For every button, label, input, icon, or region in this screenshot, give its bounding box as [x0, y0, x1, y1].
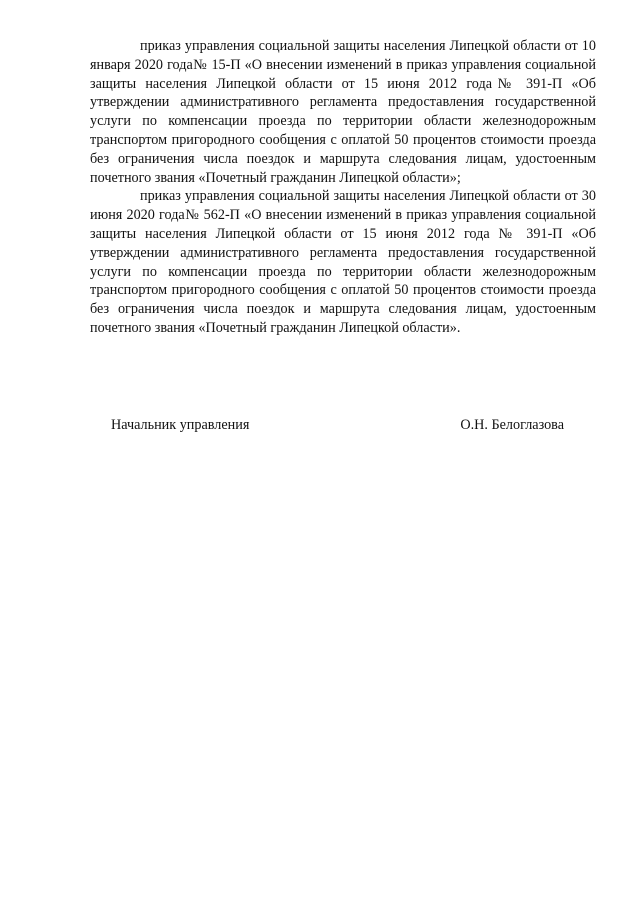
- signatory-title: Начальник управления: [111, 417, 250, 433]
- signatory-name: О.Н. Белоглазова: [460, 417, 564, 433]
- document-body: [90, 37, 596, 338]
- paragraph-order-562p: приказ управления социальной защиты населения Липецкой области от 30 июня 2020 года№ 562-П «О внесении изменений в приказ управления социальной защиты населения Липецкой области от 15 июня 2012 года № 391-П «Об утверждении административного регламента предоставления государственной услуги по компенсации проезда по территории области железнодорожным транспортом пригородного сообщения с оплатой 50 процентов стоимости проезда без ограничения числа поездок и маршрута следования лицам, удостоенным почетного звания «Почетный гражданин Липецкой области».: [90, 188, 596, 336]
- signature-block: [111, 416, 564, 436]
- paragraph-order-15p: приказ управления социальной защиты населения Липецкой области от 10 января 2020 года№ 15-П «О внесении изменений в приказ управления социальной защиты населения Липецкой области от 15 июня 2012 года№ 391-П «Об утверждении административного регламента предоставления государственной услуги по компенсации проезда по территории области железнодорожным транспортом пригородного сообщения с оплатой 50 процентов стоимости проезда без ограничения числа поездок и маршрута следования лицам, удостоенным почетного звания «Почетный гражданин Липецкой области»;: [90, 38, 596, 186]
